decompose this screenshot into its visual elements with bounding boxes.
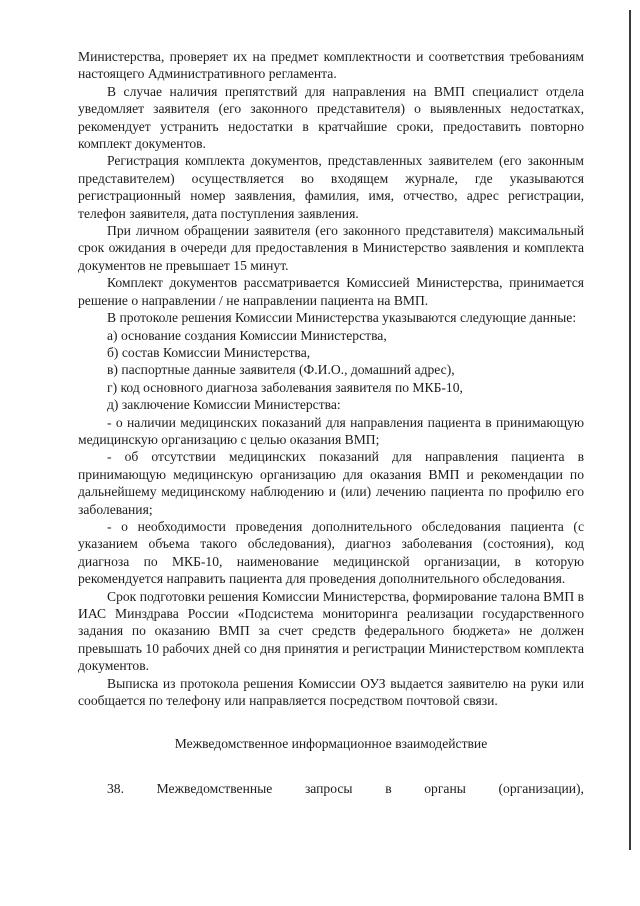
paragraph: В протоколе решения Комиссии Министерства указываются следующие данные: [107,310,577,326]
paragraph: Срок подготовки решения Комиссии Министерства, формирование талона ВМП в ИАС Минздрава России «Подсистема мониторинга реализации государственного задания по оказанию ВМП за счет средств федерального бюджета» не должен превышать 10 рабочих дней со дня принятия и регистрации Министерством комплекта документов. [78,588,584,674]
list-item: б) состав Комиссии Министерства, [107,344,311,360]
list-item: д) заключение Комиссии Министерства: [107,397,341,413]
numbered-clause-start [78,780,584,797]
clause-number: 38. [107,780,124,796]
list-item: а) основание создания Комиссии Министерства, [107,327,387,343]
list-item: г) код основного диагноза заболевания заявителя по МКБ-10, [107,379,463,395]
clause-word: запросы [304,780,353,796]
clause-word: в [385,780,392,796]
document-page [78,48,584,797]
paragraph: Выписка из протокола решения Комиссии ОУЗ выдается заявителю на руки или сообщается по телефону или направляется посредством почтовой связи. [78,675,584,709]
paragraph-continuation: Министерства, проверяет их на предмет комплектности и соответствия требованиям настоящего Административного регламента. [78,49,584,82]
paragraph: Регистрация комплекта документов, представленных заявителем (его законным представителем) осуществляется во входящем журнале, где указываются регистрационный номер заявления, фамилия, имя, отчество, адрес регистрации, телефон заявителя, дата поступления заявления. [78,153,584,221]
dash-item: - о необходимости проведения дополнительного обследования пациента (с указанием объема такого обследования), диагноз заболевания (состояния), код диагноза по МКБ-10, наименование медицинской организации, в которую рекомендуется направить пациента для проведения дополнительного обследования. [78,518,584,587]
clause-word: (организации), [498,780,584,796]
clause-word: органы [424,780,466,796]
dash-item: - об отсутствии медицинских показаний для направления пациента в принимающую медицинскую организацию для оказания ВМП и рекомендации по дальнейшему медицинскому наблюдению и (или) лечению пациента по профилю его заболевания; [78,449,584,517]
scan-edge-shadow [629,10,631,850]
dash-item: - о наличии медицинских показаний для направления пациента в принимающую медицинскую организацию с целью оказания ВМП; [78,414,584,447]
paragraph: При личном обращении заявителя (его законного представителя) максимальный срок ожидания в очереди для предоставления в Министерство заявления и комплекта документов не превышает 15 минут. [78,223,584,273]
list-item: в) паспортные данные заявителя (Ф.И.О., домашний адрес), [107,362,455,378]
section-heading: Межведомственное информационное взаимодействие [174,736,488,752]
paragraph: Комплект документов рассматривается Комиссией Министерства, принимается решение о направлении / не направлении пациента на ВМП. [78,275,584,308]
clause-word: Межведомственные [156,780,273,796]
paragraph: В случае наличия препятствий для направления на ВМП специалист отдела уведомляет заявителя (его законного представителя) о выявленных недостатках, рекомендует устранить недостатки в кратчайшие сроки, предоставить повторно комплект документов. [78,83,584,152]
